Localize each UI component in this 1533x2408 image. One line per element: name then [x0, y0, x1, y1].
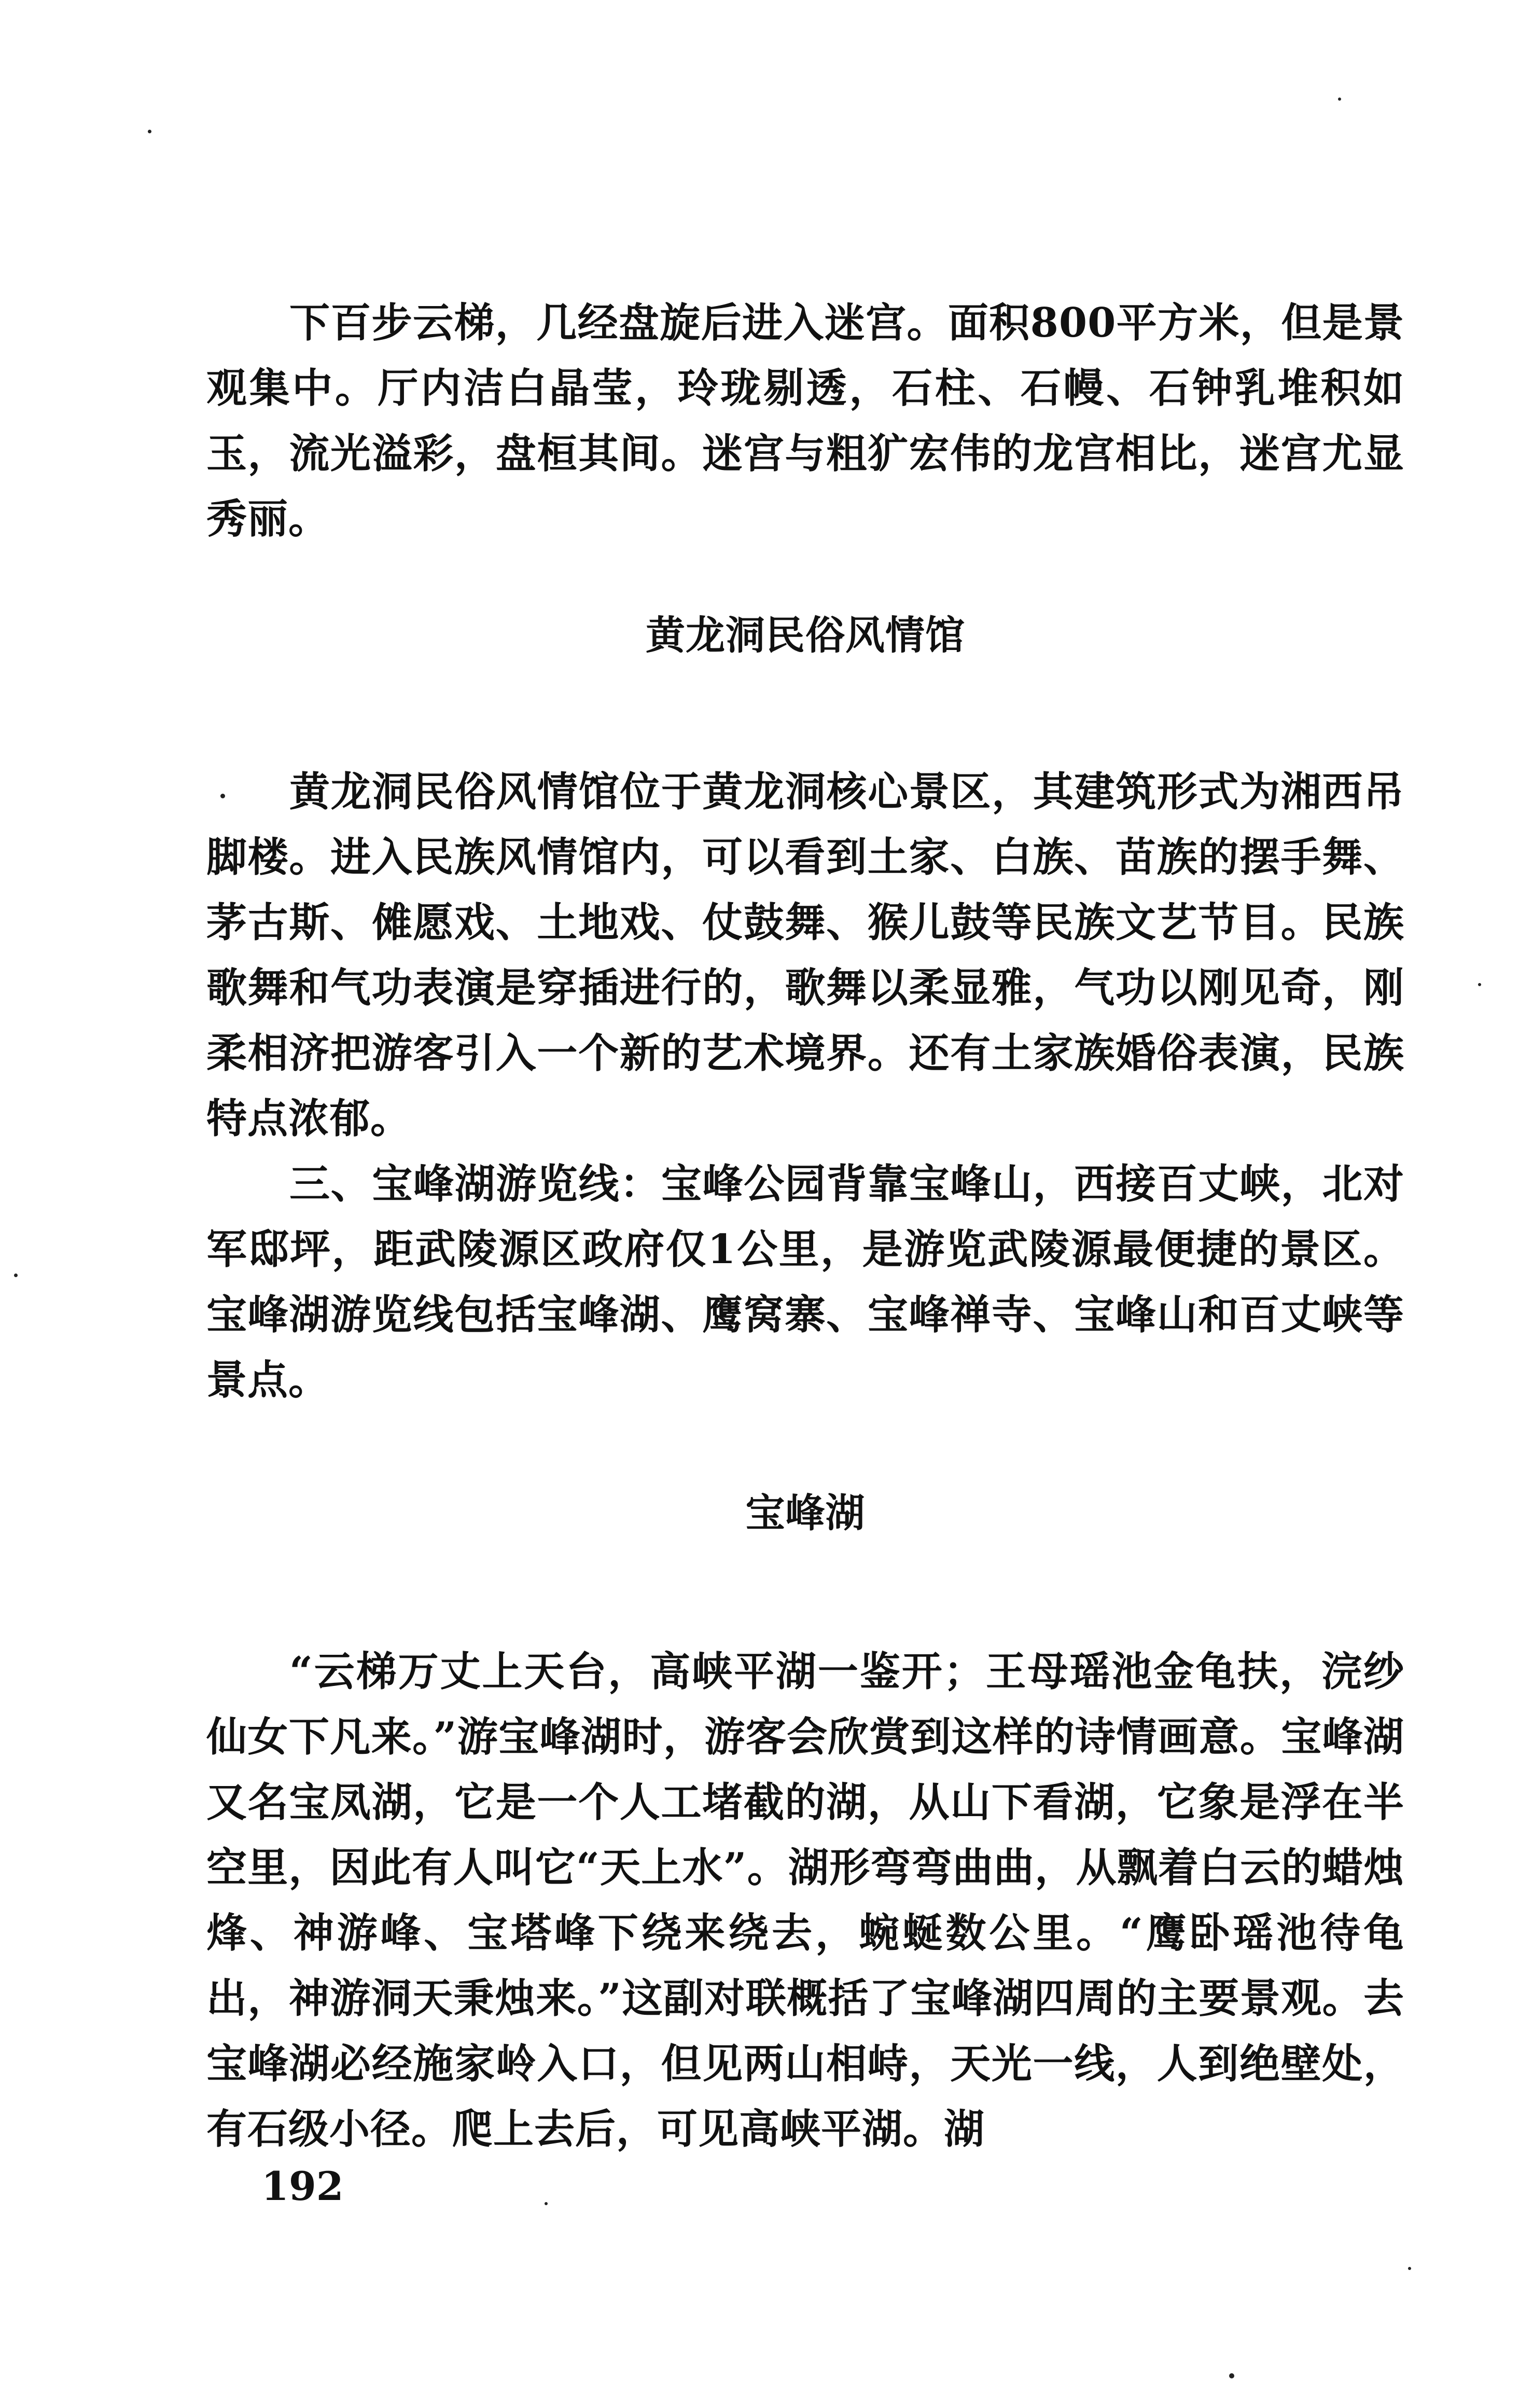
scan-speck	[14, 1274, 18, 1277]
scan-speck	[1338, 98, 1341, 101]
paragraph-maze: 下百步云梯，几经盘旋后进入迷宫。面积800平方米，但是景观集中。厅内洁白晶莹，玲珑剔透，石柱、石幔、石钟乳堆积如玉，流光溢彩，盘桓其间。迷宫与粗犷宏伟的龙宫相比，迷宫尤显秀丽。	[206, 299, 1404, 543]
scan-speck	[148, 130, 151, 133]
page-number: 192	[261, 2163, 344, 2209]
section-heading-baofeng-lake: 宝峰湖	[745, 1490, 866, 1536]
paragraph-baofeng-lake: “云梯万丈上天台，高峡平湖一鉴开；王母瑶池金龟扶，浣纱仙女下凡来。”游宝峰湖时，游客会欣赏到这样的诗情画意。宝峰湖又名宝凤湖，它是一个人工堵截的湖，从山下看湖，它象是浮在半空里，因此有人叫它“天上水”。湖形弯弯曲曲，从飘着白云的蜡烛烽、神游峰、宝塔峰下绕来绕去，蜿蜒数公里。“鹰卧瑶池待龟出，神游洞天秉烛来。”这副对联概括了宝峰湖四周的主要景观。去宝峰湖必经施家岭入口，但见两山相峙，天光一线，人到绝壁处，有石级小径。爬上去后，可见高峡平湖。湖	[206, 1648, 1404, 2153]
section-heading-folk-custom-hall: 黄龙洞民俗风情馆	[646, 612, 965, 658]
body-text-column	[206, 290, 1404, 2162]
paragraph-folk-custom-hall: 黄龙洞民俗风情馆位于黄龙洞核心景区，其建筑形式为湘西吊脚楼。进入民族风情馆内，可以看到土家、白族、苗族的摆手舞、茅古斯、傩愿戏、土地戏、仗鼓舞、猴儿鼓等民族文艺节目。民族歌舞和气功表演是穿插进行的，歌舞以柔显雅，气功以刚见奇，刚柔相济把游客引入一个新的艺术境界。还有土家族婚俗表演，民族特点浓郁。	[206, 768, 1404, 1142]
scan-speck	[1229, 2373, 1234, 2378]
scan-speck	[545, 2202, 548, 2205]
scan-speck	[220, 794, 225, 798]
scan-speck	[1408, 2267, 1411, 2270]
paragraph-baofeng-lake-route: 三、宝峰湖游览线：宝峰公园背靠宝峰山，西接百丈峡，北对军邸坪，距武陵源区政府仅1公里，是游览武陵源最便捷的景区。宝峰湖游览线包括宝峰湖、鹰窝寨、宝峰禅寺、宝峰山和百丈峡等景点。	[206, 1160, 1404, 1404]
scan-speck	[1478, 983, 1481, 986]
